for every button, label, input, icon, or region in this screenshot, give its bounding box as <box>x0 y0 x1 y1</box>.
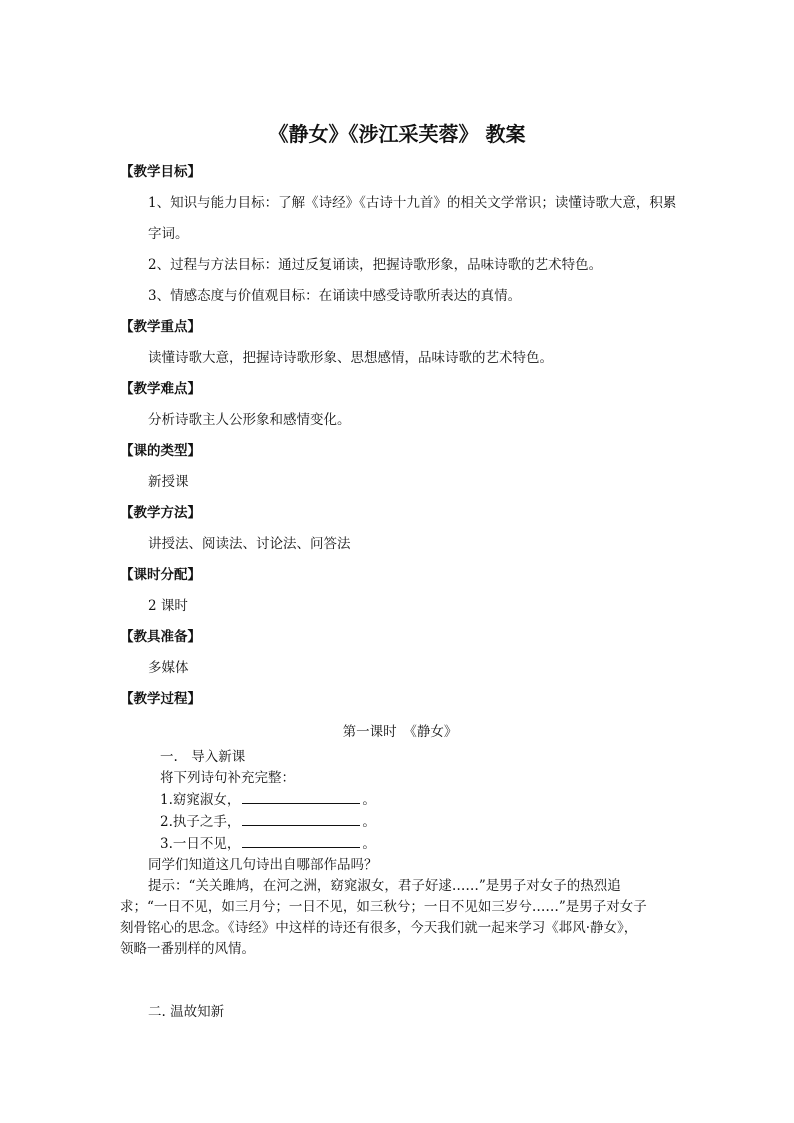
fill-instruction: 将下列诗句补充完整： <box>160 770 295 786</box>
lesson-section-intro <box>120 747 680 960</box>
section-heading-difficulty: 【教学难点】 <box>120 381 201 397</box>
tools-text: 多媒体 <box>148 660 189 676</box>
section-heading-tools: 【教具准备】 <box>120 629 201 645</box>
goal-item-3: 3、情感态度与价值观目标：在诵读中感受诗歌所表达的真情。 <box>148 288 522 304</box>
fill-blank <box>242 811 360 826</box>
goal-item-2: 2、过程与方法目标：通过反复诵读，把握诗歌形象，品味诗歌的艺术特色。 <box>148 257 603 273</box>
key-text: 读懂诗歌大意，把握诗诗歌形象、思想感情，品味诗歌的艺术特色。 <box>148 350 553 366</box>
section-heading-method: 【教学方法】 <box>120 505 201 521</box>
lesson-title: 第一课时 《静女》 <box>342 724 458 740</box>
fill-item-end: 。 <box>362 814 376 830</box>
question-text: 同学们知道这几句诗出自哪部作品吗？ <box>148 857 378 873</box>
difficulty-text: 分析诗歌主人公形象和感情变化。 <box>148 412 351 428</box>
subsection-heading-review: 二. 温故知新 <box>148 1004 225 1020</box>
section-heading-type: 【课的类型】 <box>120 443 201 459</box>
section-heading-hours: 【课时分配】 <box>120 567 201 583</box>
fill-item-2 <box>120 811 680 833</box>
section-heading-key: 【教学重点】 <box>120 319 201 335</box>
fill-item-text: 3.一日不见， <box>160 836 241 852</box>
goal-item-1: 1、知识与能力目标：了解《诗经》《古诗十九首》的相关文学常识；读懂诗歌大意，积累字词。 <box>148 195 677 242</box>
fill-item-text: 2.执子之手， <box>160 814 241 830</box>
document-title: 《静女》《涉江采芙蓉》 教案 <box>268 122 526 146</box>
fill-item-end: 。 <box>362 836 376 852</box>
fill-item-end: 。 <box>362 792 376 808</box>
subsection-heading: 一. 导入新课 <box>160 749 246 765</box>
document-body <box>120 157 680 1023</box>
hint-paragraph: 提示：“关关雎鸠，在河之洲，窈窕淑女，君子好逑……”是男子对女子的热烈追求；“一日不见，如三月兮；一日不见，如三秋兮；一日不见如三岁兮……”是男子对女子刻骨铭心的思念。《诗经》中这样的诗还有很多，今天我们就一起来学习《邶风·静女》，领略一番别样的风情。 <box>120 878 647 957</box>
type-text: 新授课 <box>148 474 189 490</box>
fill-item-1 <box>120 789 680 811</box>
fill-item-3 <box>120 833 680 855</box>
method-text: 讲授法、阅读法、讨论法、问答法 <box>148 536 351 552</box>
hours-text: 2 课时 <box>148 598 188 614</box>
fill-blank <box>242 789 360 804</box>
fill-item-text: 1.窈窕淑女， <box>160 792 241 808</box>
section-heading-goals: 【教学目标】 <box>120 164 201 180</box>
section-heading-process: 【教学过程】 <box>120 691 201 707</box>
fill-blank <box>242 833 360 848</box>
